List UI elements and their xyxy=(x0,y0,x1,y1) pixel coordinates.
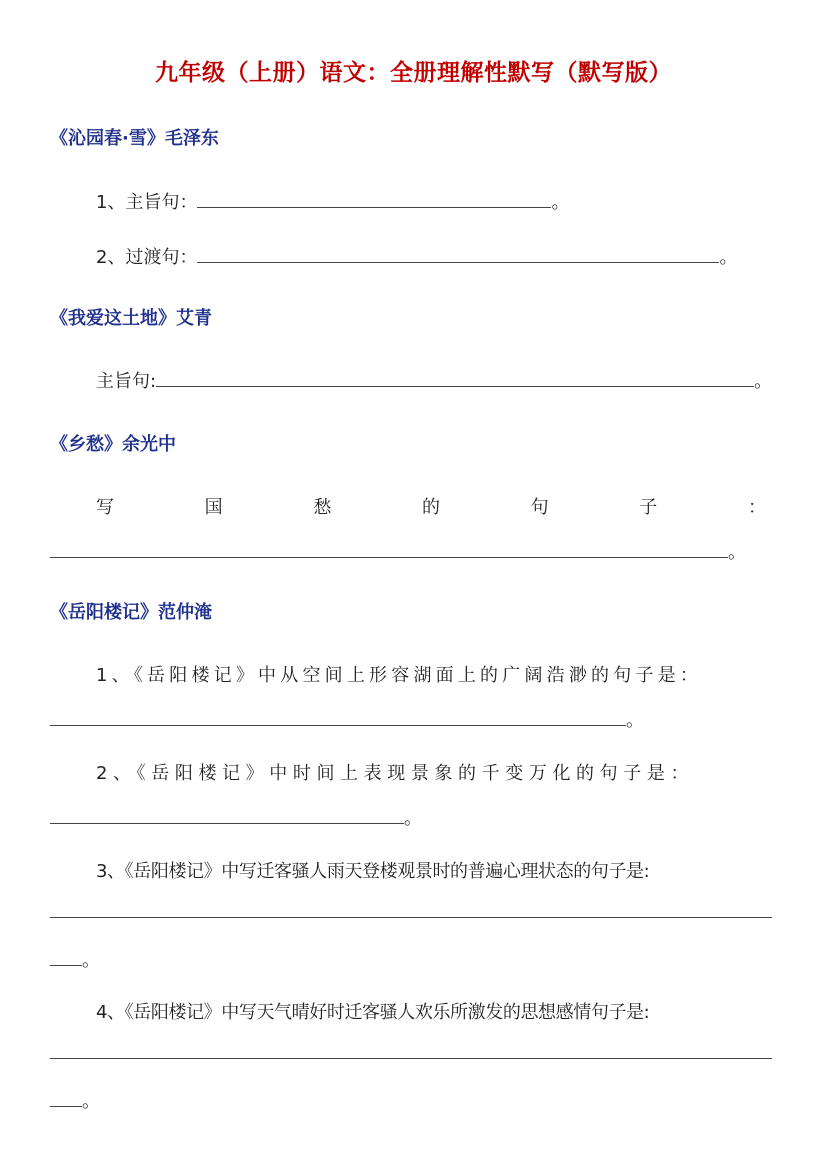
answer-line-2 xyxy=(50,804,422,830)
answer-blank[interactable] xyxy=(156,368,754,387)
answer-line-1 xyxy=(50,706,644,732)
char: 写 xyxy=(96,497,114,518)
question-label: 2、过渡句： xyxy=(96,247,198,268)
answer-blank[interactable] xyxy=(50,707,626,726)
answer-blank[interactable] xyxy=(50,1088,82,1107)
question-label: 主旨句: xyxy=(96,371,157,392)
answer-blank[interactable] xyxy=(197,189,551,208)
period: 。 xyxy=(82,950,100,971)
question-main-idea-2 xyxy=(96,367,772,393)
answer-blank[interactable] xyxy=(50,947,82,966)
question-4-label: 4、《岳阳楼记》中写天气晴好时迁客骚人欢乐所激发的思想感情句子是: xyxy=(96,1002,650,1023)
section-heading-qinyuanchun: 《沁园春·雪》毛泽东 xyxy=(50,128,219,149)
answer-line-3-tail xyxy=(50,946,100,972)
period: 。 xyxy=(551,192,570,213)
char: 的 xyxy=(421,497,440,518)
question-label: 1、主旨句： xyxy=(96,192,198,213)
question-guochou xyxy=(96,493,766,519)
char: 愁 xyxy=(313,497,332,518)
answer-blank[interactable] xyxy=(50,805,404,824)
period: 。 xyxy=(626,710,644,731)
question-2-label: 2、《岳阳楼记》中时间上表现景象的千变万化的句子是： xyxy=(96,763,695,784)
answer-blank[interactable] xyxy=(50,539,728,558)
question-1-label: 1、《岳阳楼记》中从空间上形容湖面上的广阔浩渺的句子是： xyxy=(96,665,703,686)
answer-line-4-tail xyxy=(50,1087,100,1113)
char: 国 xyxy=(204,497,223,518)
section-heading-woaizhetudi: 《我爱这土地》艾青 xyxy=(50,308,212,329)
answer-blank[interactable] xyxy=(50,917,772,918)
question-3-label: 3、《岳阳楼记》中写迁客骚人雨天登楼观景时的普遍心理状态的句子是: xyxy=(96,861,650,882)
section-heading-yueyanglouji: 《岳阳楼记》范仲淹 xyxy=(50,602,212,623)
period: 。 xyxy=(719,247,738,268)
period: 。 xyxy=(82,1091,100,1112)
question-main-idea xyxy=(96,188,569,214)
period: 。 xyxy=(728,542,746,563)
answer-blank[interactable] xyxy=(197,244,719,263)
period: 。 xyxy=(404,808,422,829)
answer-line-guochou xyxy=(50,538,746,564)
answer-blank[interactable] xyxy=(50,1058,772,1059)
period: 。 xyxy=(754,371,773,392)
question-transition xyxy=(96,243,737,269)
char: ： xyxy=(747,497,766,518)
char: 子 xyxy=(639,497,658,518)
section-heading-xiangchou: 《乡愁》余光中 xyxy=(50,434,176,455)
char: 句 xyxy=(530,497,549,518)
page-title: 九年级（上册）语文：全册理解性默写（默写版） xyxy=(155,60,672,86)
